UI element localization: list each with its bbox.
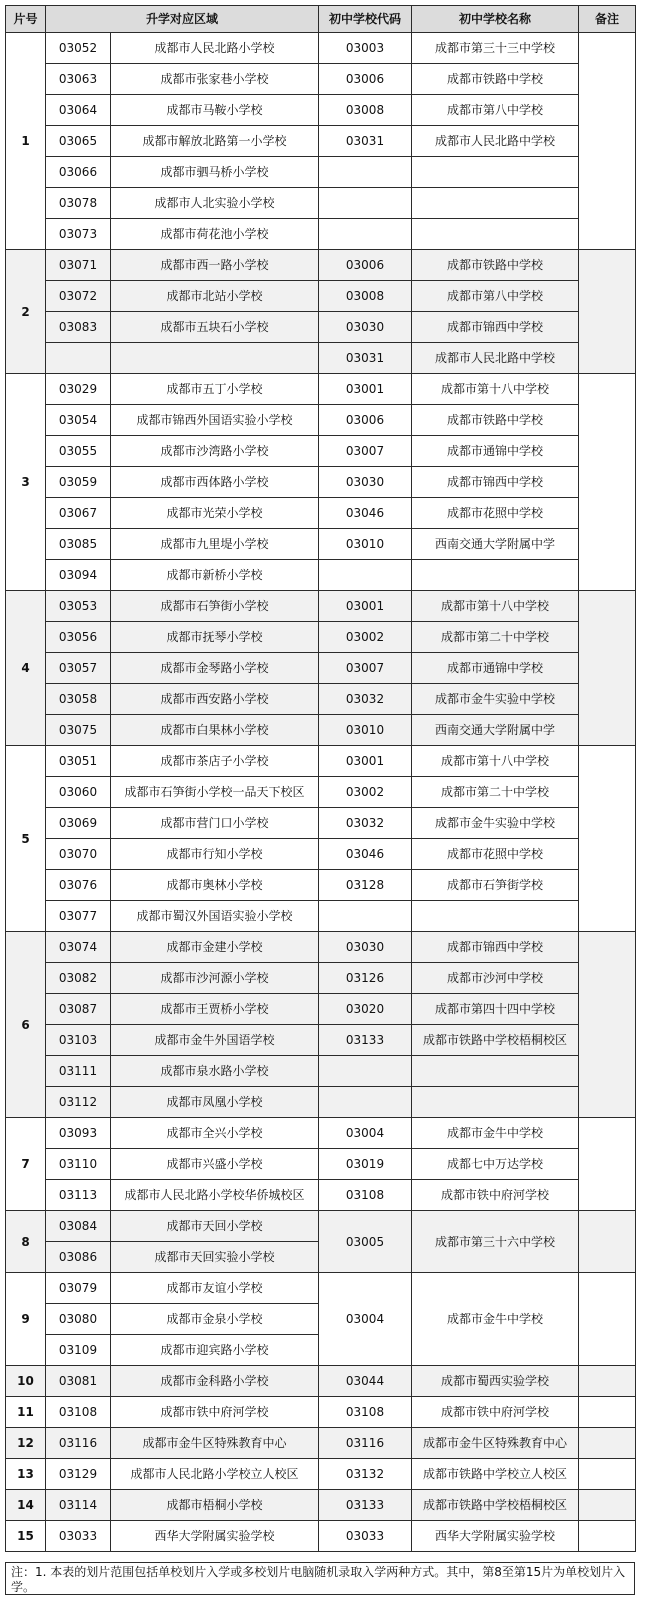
primary-school-code: 03065 bbox=[46, 126, 111, 157]
middle-school-name: 成都市人民北路中学校 bbox=[412, 126, 579, 157]
table-row bbox=[6, 219, 636, 250]
primary-school-code: 03077 bbox=[46, 901, 111, 932]
primary-school-name: 西华大学附属实验学校 bbox=[111, 1521, 319, 1552]
middle-school-name: 成都市第二十中学校 bbox=[412, 622, 579, 653]
middle-school-name: 成都市金牛实验中学校 bbox=[412, 684, 579, 715]
primary-school-code: 03112 bbox=[46, 1087, 111, 1118]
middle-school-code: 03133 bbox=[319, 1490, 412, 1521]
middle-school-code: 03010 bbox=[319, 529, 412, 560]
primary-school-name: 成都市白果林小学校 bbox=[111, 715, 319, 746]
table-row bbox=[6, 157, 636, 188]
middle-school-name: 西南交通大学附属中学 bbox=[412, 715, 579, 746]
table-row bbox=[6, 870, 636, 901]
primary-school-code: 03084 bbox=[46, 1211, 111, 1242]
primary-school-code: 03078 bbox=[46, 188, 111, 219]
remarks-cell bbox=[579, 1118, 636, 1211]
table-row bbox=[6, 684, 636, 715]
primary-school-name: 成都市人民北路小学校 bbox=[111, 33, 319, 64]
table-row bbox=[6, 33, 636, 64]
middle-school-code: 03030 bbox=[319, 467, 412, 498]
middle-school-code: 03007 bbox=[319, 436, 412, 467]
primary-school-name: 成都市锦西外国语实验小学校 bbox=[111, 405, 319, 436]
primary-school-name: 成都市铁中府河学校 bbox=[111, 1397, 319, 1428]
middle-school-code: 03001 bbox=[319, 746, 412, 777]
primary-school-name: 成都市蜀汉外国语实验小学校 bbox=[111, 901, 319, 932]
middle-school-code: 03005 bbox=[319, 1211, 412, 1273]
middle-school-code bbox=[319, 1056, 412, 1087]
segment-number: 1 bbox=[6, 33, 46, 250]
primary-school-name: 成都市北站小学校 bbox=[111, 281, 319, 312]
table-row bbox=[6, 1180, 636, 1211]
primary-school-name: 成都市抚琴小学校 bbox=[111, 622, 319, 653]
primary-school-code: 03080 bbox=[46, 1304, 111, 1335]
table-row bbox=[6, 64, 636, 95]
segment-number: 3 bbox=[6, 374, 46, 591]
segment-number: 15 bbox=[6, 1521, 46, 1552]
primary-school-code: 03087 bbox=[46, 994, 111, 1025]
middle-school-code: 03002 bbox=[319, 622, 412, 653]
table-row bbox=[6, 1118, 636, 1149]
primary-school-name: 成都市梧桐小学校 bbox=[111, 1490, 319, 1521]
primary-school-code: 03067 bbox=[46, 498, 111, 529]
remarks-cell bbox=[579, 1490, 636, 1521]
table-row bbox=[6, 715, 636, 746]
primary-school-code: 03029 bbox=[46, 374, 111, 405]
table-row bbox=[6, 1211, 636, 1242]
remarks-cell bbox=[579, 1366, 636, 1397]
primary-school-name: 成都市全兴小学校 bbox=[111, 1118, 319, 1149]
remarks-cell bbox=[579, 1397, 636, 1428]
primary-school-name: 成都市西一路小学校 bbox=[111, 250, 319, 281]
middle-school-code: 03003 bbox=[319, 33, 412, 64]
primary-school-name: 成都市金牛区特殊教育中心 bbox=[111, 1428, 319, 1459]
primary-school-code: 03110 bbox=[46, 1149, 111, 1180]
primary-school-name: 成都市光荣小学校 bbox=[111, 498, 319, 529]
remarks-cell bbox=[579, 1428, 636, 1459]
middle-school-code: 03006 bbox=[319, 405, 412, 436]
segment-number: 9 bbox=[6, 1273, 46, 1366]
primary-school-name: 成都市茶店子小学校 bbox=[111, 746, 319, 777]
middle-school-name: 成都市花照中学校 bbox=[412, 498, 579, 529]
header-middle-name: 初中学校名称 bbox=[412, 6, 579, 33]
primary-school-name: 成都市解放北路第一小学校 bbox=[111, 126, 319, 157]
primary-school-name: 成都市金牛外国语学校 bbox=[111, 1025, 319, 1056]
middle-school-name: 成都七中万达学校 bbox=[412, 1149, 579, 1180]
middle-school-code: 03046 bbox=[319, 498, 412, 529]
primary-school-code bbox=[46, 343, 111, 374]
table-row bbox=[6, 1056, 636, 1087]
middle-school-name: 成都市金牛实验中学校 bbox=[412, 808, 579, 839]
primary-school-code: 03108 bbox=[46, 1397, 111, 1428]
primary-school-code: 03081 bbox=[46, 1366, 111, 1397]
middle-school-code: 03031 bbox=[319, 343, 412, 374]
primary-school-name: 成都市金建小学校 bbox=[111, 932, 319, 963]
middle-school-name: 成都市金牛中学校 bbox=[412, 1273, 579, 1366]
segment-number: 2 bbox=[6, 250, 46, 374]
table-row bbox=[6, 1366, 636, 1397]
remarks-cell bbox=[579, 250, 636, 374]
table-row bbox=[6, 343, 636, 374]
primary-school-name: 成都市凤凰小学校 bbox=[111, 1087, 319, 1118]
primary-school-name: 成都市沙湾路小学校 bbox=[111, 436, 319, 467]
primary-school-name: 成都市石笋街小学校一品天下校区 bbox=[111, 777, 319, 808]
remarks-cell bbox=[579, 1521, 636, 1552]
middle-school-name: 成都市铁中府河学校 bbox=[412, 1180, 579, 1211]
primary-school-name: 成都市营门口小学校 bbox=[111, 808, 319, 839]
header-segment-no: 片号 bbox=[6, 6, 46, 33]
middle-school-name bbox=[412, 901, 579, 932]
segment-number: 8 bbox=[6, 1211, 46, 1273]
primary-school-code: 03094 bbox=[46, 560, 111, 591]
table-row bbox=[6, 1490, 636, 1521]
middle-school-code: 03010 bbox=[319, 715, 412, 746]
middle-school-name: 成都市第三十三中学校 bbox=[412, 33, 579, 64]
primary-school-code: 03114 bbox=[46, 1490, 111, 1521]
middle-school-name: 成都市铁中府河学校 bbox=[412, 1397, 579, 1428]
segment-number: 14 bbox=[6, 1490, 46, 1521]
middle-school-name: 西华大学附属实验学校 bbox=[412, 1521, 579, 1552]
primary-school-code: 03064 bbox=[46, 95, 111, 126]
middle-school-code bbox=[319, 901, 412, 932]
primary-school-name: 成都市九里堤小学校 bbox=[111, 529, 319, 560]
middle-school-name: 成都市锦西中学校 bbox=[412, 932, 579, 963]
primary-school-name: 成都市驷马桥小学校 bbox=[111, 157, 319, 188]
primary-school-code: 03113 bbox=[46, 1180, 111, 1211]
middle-school-code: 03128 bbox=[319, 870, 412, 901]
middle-school-name: 成都市花照中学校 bbox=[412, 839, 579, 870]
table-row bbox=[6, 932, 636, 963]
middle-school-name: 成都市锦西中学校 bbox=[412, 467, 579, 498]
table-row bbox=[6, 994, 636, 1025]
middle-school-code: 03126 bbox=[319, 963, 412, 994]
primary-school-name: 成都市泉水路小学校 bbox=[111, 1056, 319, 1087]
table-row bbox=[6, 1459, 636, 1490]
primary-school-name: 成都市张家巷小学校 bbox=[111, 64, 319, 95]
middle-school-code: 03032 bbox=[319, 808, 412, 839]
middle-school-code: 03030 bbox=[319, 932, 412, 963]
primary-school-name: 成都市行知小学校 bbox=[111, 839, 319, 870]
segment-number: 11 bbox=[6, 1397, 46, 1428]
table-row bbox=[6, 901, 636, 932]
table-row bbox=[6, 467, 636, 498]
middle-school-name: 成都市铁路中学校 bbox=[412, 64, 579, 95]
middle-school-name: 成都市通锦中学校 bbox=[412, 436, 579, 467]
primary-school-name: 成都市荷花池小学校 bbox=[111, 219, 319, 250]
middle-school-code: 03019 bbox=[319, 1149, 412, 1180]
table-row bbox=[6, 591, 636, 622]
primary-school-code: 03058 bbox=[46, 684, 111, 715]
middle-school-code: 03132 bbox=[319, 1459, 412, 1490]
segment-number: 5 bbox=[6, 746, 46, 932]
middle-school-name bbox=[412, 157, 579, 188]
remarks-cell bbox=[579, 1273, 636, 1366]
header-row bbox=[6, 6, 636, 33]
table-row bbox=[6, 405, 636, 436]
middle-school-name: 西南交通大学附属中学 bbox=[412, 529, 579, 560]
primary-school-name: 成都市西体路小学校 bbox=[111, 467, 319, 498]
primary-school-name: 成都市迎宾路小学校 bbox=[111, 1335, 319, 1366]
primary-school-name: 成都市天回实验小学校 bbox=[111, 1242, 319, 1273]
middle-school-code: 03007 bbox=[319, 653, 412, 684]
primary-school-code: 03063 bbox=[46, 64, 111, 95]
primary-school-name: 成都市新桥小学校 bbox=[111, 560, 319, 591]
primary-school-code: 03086 bbox=[46, 1242, 111, 1273]
middle-school-code: 03116 bbox=[319, 1428, 412, 1459]
remarks-cell bbox=[579, 374, 636, 591]
primary-school-code: 03085 bbox=[46, 529, 111, 560]
primary-school-code: 03051 bbox=[46, 746, 111, 777]
middle-school-code: 03108 bbox=[319, 1397, 412, 1428]
table-row bbox=[6, 653, 636, 684]
middle-school-code: 03008 bbox=[319, 281, 412, 312]
middle-school-name: 成都市铁路中学校梧桐校区 bbox=[412, 1025, 579, 1056]
primary-school-name: 成都市西安路小学校 bbox=[111, 684, 319, 715]
middle-school-code: 03004 bbox=[319, 1118, 412, 1149]
primary-school-name: 成都市金科路小学校 bbox=[111, 1366, 319, 1397]
table-row bbox=[6, 529, 636, 560]
primary-school-code: 03071 bbox=[46, 250, 111, 281]
middle-school-name: 成都市石笋街学校 bbox=[412, 870, 579, 901]
primary-school-code: 03056 bbox=[46, 622, 111, 653]
middle-school-name: 成都市第十八中学校 bbox=[412, 374, 579, 405]
middle-school-name: 成都市人民北路中学校 bbox=[412, 343, 579, 374]
table-row bbox=[6, 839, 636, 870]
primary-school-code: 03082 bbox=[46, 963, 111, 994]
table-row bbox=[6, 1025, 636, 1056]
table-row bbox=[6, 1428, 636, 1459]
remarks-cell bbox=[579, 932, 636, 1118]
table-row bbox=[6, 436, 636, 467]
middle-school-code: 03006 bbox=[319, 64, 412, 95]
table-row bbox=[6, 1087, 636, 1118]
footnote: 注：1. 本表的划片范围包括单校划片入学或多校划片电脑随机录取入学两种方式。其中，第8至第15片为单校划片入学。 bbox=[5, 1562, 635, 1595]
primary-school-name: 成都市沙河源小学校 bbox=[111, 963, 319, 994]
middle-school-name bbox=[412, 188, 579, 219]
middle-school-name: 成都市第十八中学校 bbox=[412, 591, 579, 622]
primary-school-code: 03093 bbox=[46, 1118, 111, 1149]
middle-school-name: 成都市第二十中学校 bbox=[412, 777, 579, 808]
segment-number: 6 bbox=[6, 932, 46, 1118]
middle-school-name: 成都市沙河中学校 bbox=[412, 963, 579, 994]
primary-school-code: 03072 bbox=[46, 281, 111, 312]
table-row bbox=[6, 808, 636, 839]
middle-school-code bbox=[319, 1087, 412, 1118]
primary-school-name: 成都市人北实验小学校 bbox=[111, 188, 319, 219]
middle-school-name: 成都市铁路中学校 bbox=[412, 250, 579, 281]
middle-school-code: 03044 bbox=[319, 1366, 412, 1397]
middle-school-code: 03030 bbox=[319, 312, 412, 343]
middle-school-name bbox=[412, 1056, 579, 1087]
middle-school-code: 03031 bbox=[319, 126, 412, 157]
header-remarks: 备注 bbox=[579, 6, 636, 33]
middle-school-code bbox=[319, 188, 412, 219]
middle-school-name bbox=[412, 560, 579, 591]
table-row bbox=[6, 1149, 636, 1180]
primary-school-name: 成都市王贾桥小学校 bbox=[111, 994, 319, 1025]
table-row bbox=[6, 963, 636, 994]
primary-school-name: 成都市人民北路小学校华侨城校区 bbox=[111, 1180, 319, 1211]
primary-school-code: 03070 bbox=[46, 839, 111, 870]
table-row bbox=[6, 1521, 636, 1552]
middle-school-name: 成都市通锦中学校 bbox=[412, 653, 579, 684]
primary-school-code: 03116 bbox=[46, 1428, 111, 1459]
table-row bbox=[6, 622, 636, 653]
segment-number: 13 bbox=[6, 1459, 46, 1490]
table-row bbox=[6, 498, 636, 529]
primary-school-code: 03079 bbox=[46, 1273, 111, 1304]
middle-school-name: 成都市金牛中学校 bbox=[412, 1118, 579, 1149]
table-row bbox=[6, 250, 636, 281]
header-middle-code: 初中学校代码 bbox=[319, 6, 412, 33]
remarks-cell bbox=[579, 1459, 636, 1490]
middle-school-code bbox=[319, 157, 412, 188]
primary-school-code: 03057 bbox=[46, 653, 111, 684]
primary-school-name: 成都市人民北路小学校立人校区 bbox=[111, 1459, 319, 1490]
segment-number: 12 bbox=[6, 1428, 46, 1459]
primary-school-name: 成都市马鞍小学校 bbox=[111, 95, 319, 126]
primary-school-code: 03069 bbox=[46, 808, 111, 839]
middle-school-code: 03004 bbox=[319, 1273, 412, 1366]
primary-school-code: 03111 bbox=[46, 1056, 111, 1087]
primary-school-code: 03053 bbox=[46, 591, 111, 622]
primary-school-code: 03103 bbox=[46, 1025, 111, 1056]
remarks-cell bbox=[579, 33, 636, 250]
table-row bbox=[6, 281, 636, 312]
middle-school-code: 03008 bbox=[319, 95, 412, 126]
middle-school-name: 成都市第八中学校 bbox=[412, 281, 579, 312]
table-row bbox=[6, 188, 636, 219]
primary-school-code: 03129 bbox=[46, 1459, 111, 1490]
middle-school-code: 03002 bbox=[319, 777, 412, 808]
middle-school-code: 03108 bbox=[319, 1180, 412, 1211]
primary-school-name: 成都市五丁小学校 bbox=[111, 374, 319, 405]
primary-school-name: 成都市金泉小学校 bbox=[111, 1304, 319, 1335]
middle-school-code: 03001 bbox=[319, 591, 412, 622]
primary-school-name: 成都市五块石小学校 bbox=[111, 312, 319, 343]
primary-school-code: 03066 bbox=[46, 157, 111, 188]
middle-school-name: 成都市铁路中学校梧桐校区 bbox=[412, 1490, 579, 1521]
middle-school-code bbox=[319, 219, 412, 250]
middle-school-code bbox=[319, 560, 412, 591]
table-row bbox=[6, 777, 636, 808]
middle-school-name: 成都市蜀西实验学校 bbox=[412, 1366, 579, 1397]
primary-school-name: 成都市兴盛小学校 bbox=[111, 1149, 319, 1180]
segment-number: 4 bbox=[6, 591, 46, 746]
table-row bbox=[6, 312, 636, 343]
middle-school-name: 成都市锦西中学校 bbox=[412, 312, 579, 343]
middle-school-name: 成都市第八中学校 bbox=[412, 95, 579, 126]
middle-school-name: 成都市金牛区特殊教育中心 bbox=[412, 1428, 579, 1459]
primary-school-code: 03073 bbox=[46, 219, 111, 250]
primary-school-code: 03059 bbox=[46, 467, 111, 498]
primary-school-name: 成都市石笋街小学校 bbox=[111, 591, 319, 622]
primary-school-code: 03083 bbox=[46, 312, 111, 343]
table-row bbox=[6, 1397, 636, 1428]
segment-number: 7 bbox=[6, 1118, 46, 1211]
primary-school-code: 03076 bbox=[46, 870, 111, 901]
primary-school-code: 03075 bbox=[46, 715, 111, 746]
primary-school-code: 03052 bbox=[46, 33, 111, 64]
zoning-table bbox=[5, 5, 636, 1552]
middle-school-name: 成都市铁路中学校立人校区 bbox=[412, 1459, 579, 1490]
remarks-cell bbox=[579, 591, 636, 746]
remarks-cell bbox=[579, 746, 636, 932]
middle-school-code: 03046 bbox=[319, 839, 412, 870]
middle-school-name: 成都市铁路中学校 bbox=[412, 405, 579, 436]
table-row bbox=[6, 95, 636, 126]
table-row bbox=[6, 1273, 636, 1304]
primary-school-code: 03109 bbox=[46, 1335, 111, 1366]
primary-school-name: 成都市奥林小学校 bbox=[111, 870, 319, 901]
primary-school-name bbox=[111, 343, 319, 374]
table-row bbox=[6, 374, 636, 405]
header-primary-area: 升学对应区域 bbox=[46, 6, 319, 33]
middle-school-name: 成都市第四十四中学校 bbox=[412, 994, 579, 1025]
primary-school-name: 成都市友谊小学校 bbox=[111, 1273, 319, 1304]
middle-school-code: 03033 bbox=[319, 1521, 412, 1552]
table-row bbox=[6, 746, 636, 777]
primary-school-code: 03033 bbox=[46, 1521, 111, 1552]
table-row bbox=[6, 560, 636, 591]
middle-school-name: 成都市第三十六中学校 bbox=[412, 1211, 579, 1273]
middle-school-name: 成都市第十八中学校 bbox=[412, 746, 579, 777]
remarks-cell bbox=[579, 1211, 636, 1273]
table-row bbox=[6, 126, 636, 157]
middle-school-code: 03006 bbox=[319, 250, 412, 281]
primary-school-code: 03055 bbox=[46, 436, 111, 467]
middle-school-name bbox=[412, 219, 579, 250]
middle-school-code: 03020 bbox=[319, 994, 412, 1025]
primary-school-code: 03054 bbox=[46, 405, 111, 436]
segment-number: 10 bbox=[6, 1366, 46, 1397]
middle-school-code: 03133 bbox=[319, 1025, 412, 1056]
middle-school-code: 03001 bbox=[319, 374, 412, 405]
primary-school-code: 03060 bbox=[46, 777, 111, 808]
primary-school-code: 03074 bbox=[46, 932, 111, 963]
primary-school-name: 成都市金琴路小学校 bbox=[111, 653, 319, 684]
primary-school-name: 成都市天回小学校 bbox=[111, 1211, 319, 1242]
middle-school-name bbox=[412, 1087, 579, 1118]
middle-school-code: 03032 bbox=[319, 684, 412, 715]
